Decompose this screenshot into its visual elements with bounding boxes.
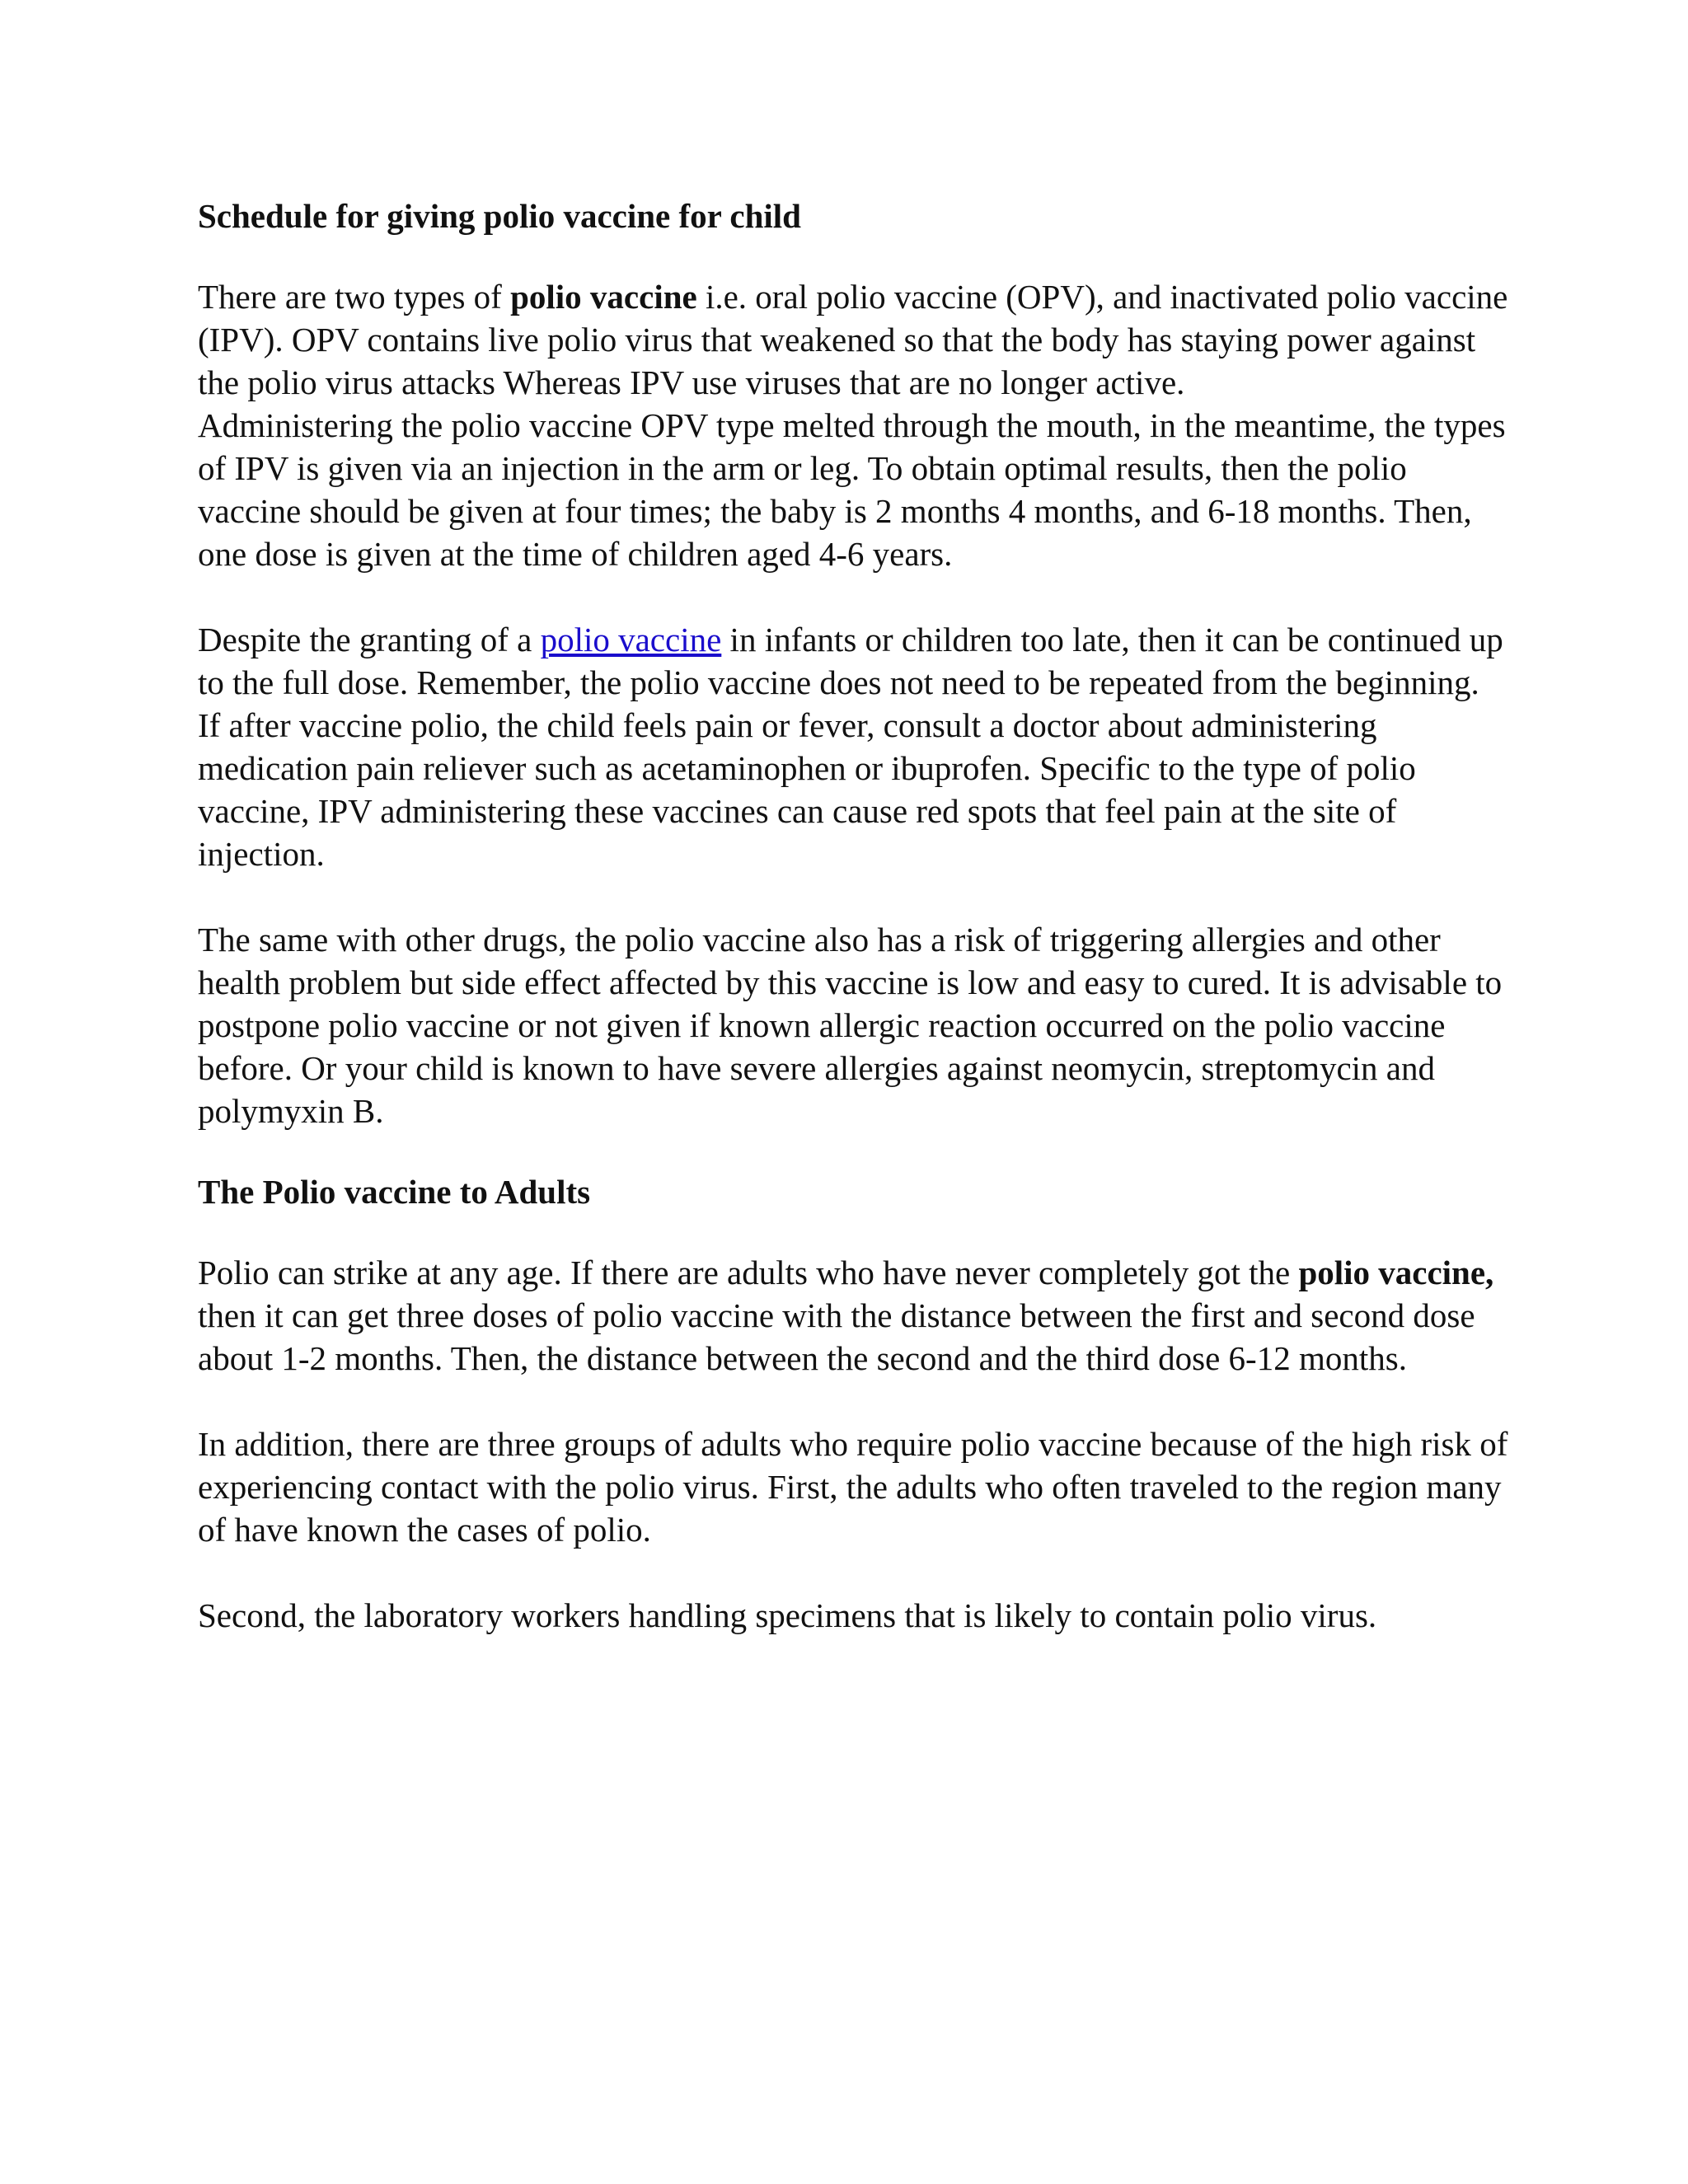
paragraph-text: in infants or children too late, then it can be continued up to the full dose. Remember, the polio vaccine does not need to be repeated from the beginning.: [198, 621, 1503, 701]
bold-term-polio-vaccine: polio vaccine: [510, 278, 697, 316]
paragraph-late-dose: [198, 618, 1517, 704]
paragraph-text: then it can get three doses of polio vaccine with the distance between the first and second dose about 1-2 months. Then, the distance between the second and the third dose 6-12 months.: [198, 1296, 1475, 1377]
paragraph-text: i.e. oral polio vaccine (OPV), and inactivated polio vaccine (IPV). OPV contains live polio virus that weakened so that the body has staying power against the polio virus attacks Whereas IPV use viruses that are no longer active.: [198, 278, 1508, 401]
paragraph-text: Polio can strike at any age. If there are adults who have never completely got the: [198, 1254, 1299, 1291]
paragraph-text: Despite the granting of a: [198, 621, 541, 658]
paragraph-allergies: The same with other drugs, the polio vaccine also has a risk of triggering allergies and other health problem but side effect affected by this vaccine is low and easy to cured. It is advisable to postpone polio vaccine or not given if known allergic reaction occurred on the polio vaccine before. Or your child is known to have severe allergies against neomycin, streptomycin and polymyxin B.: [198, 921, 1503, 1130]
paragraph-vaccine-types: [198, 275, 1517, 404]
bold-term-polio-vaccine: polio vaccine,: [1298, 1254, 1494, 1291]
paragraph-adult-doses: [198, 1251, 1517, 1380]
paragraph-risk-groups: In addition, there are three groups of adults who require polio vaccine because of the high risk of experiencing contact with the polio virus. First, the adults who often traveled to the region many of have known the cases of polio.: [198, 1425, 1508, 1549]
polio-vaccine-link[interactable]: polio vaccine: [540, 621, 722, 658]
paragraph-side-effects: If after vaccine polio, the child feels pain or fever, consult a doctor about administering medication pain reliever such as acetaminophen or ibuprofen. Specific to the type of polio vaccine, IPV administering these vaccines can cause red spots that feel pain at the site of injection.: [198, 706, 1416, 873]
paragraph-text: There are two types of: [198, 278, 511, 316]
paragraph-administering: Administering the polio vaccine OPV type melted through the mouth, in the meantime, the types of IPV is given via an injection in the arm or leg. To obtain optimal results, then the polio vaccine should be given at four times; the baby is 2 months 4 months, and 6-18 months. Then, one dose is given at the time of children aged 4-6 years.: [198, 406, 1506, 573]
document-page: [198, 194, 1517, 1637]
section-heading-adults: The Polio vaccine to Adults: [198, 1173, 591, 1211]
section-heading-child-schedule: Schedule for giving polio vaccine for child: [198, 197, 801, 235]
paragraph-lab-workers: Second, the laboratory workers handling specimens that is likely to contain polio virus.: [198, 1596, 1377, 1634]
